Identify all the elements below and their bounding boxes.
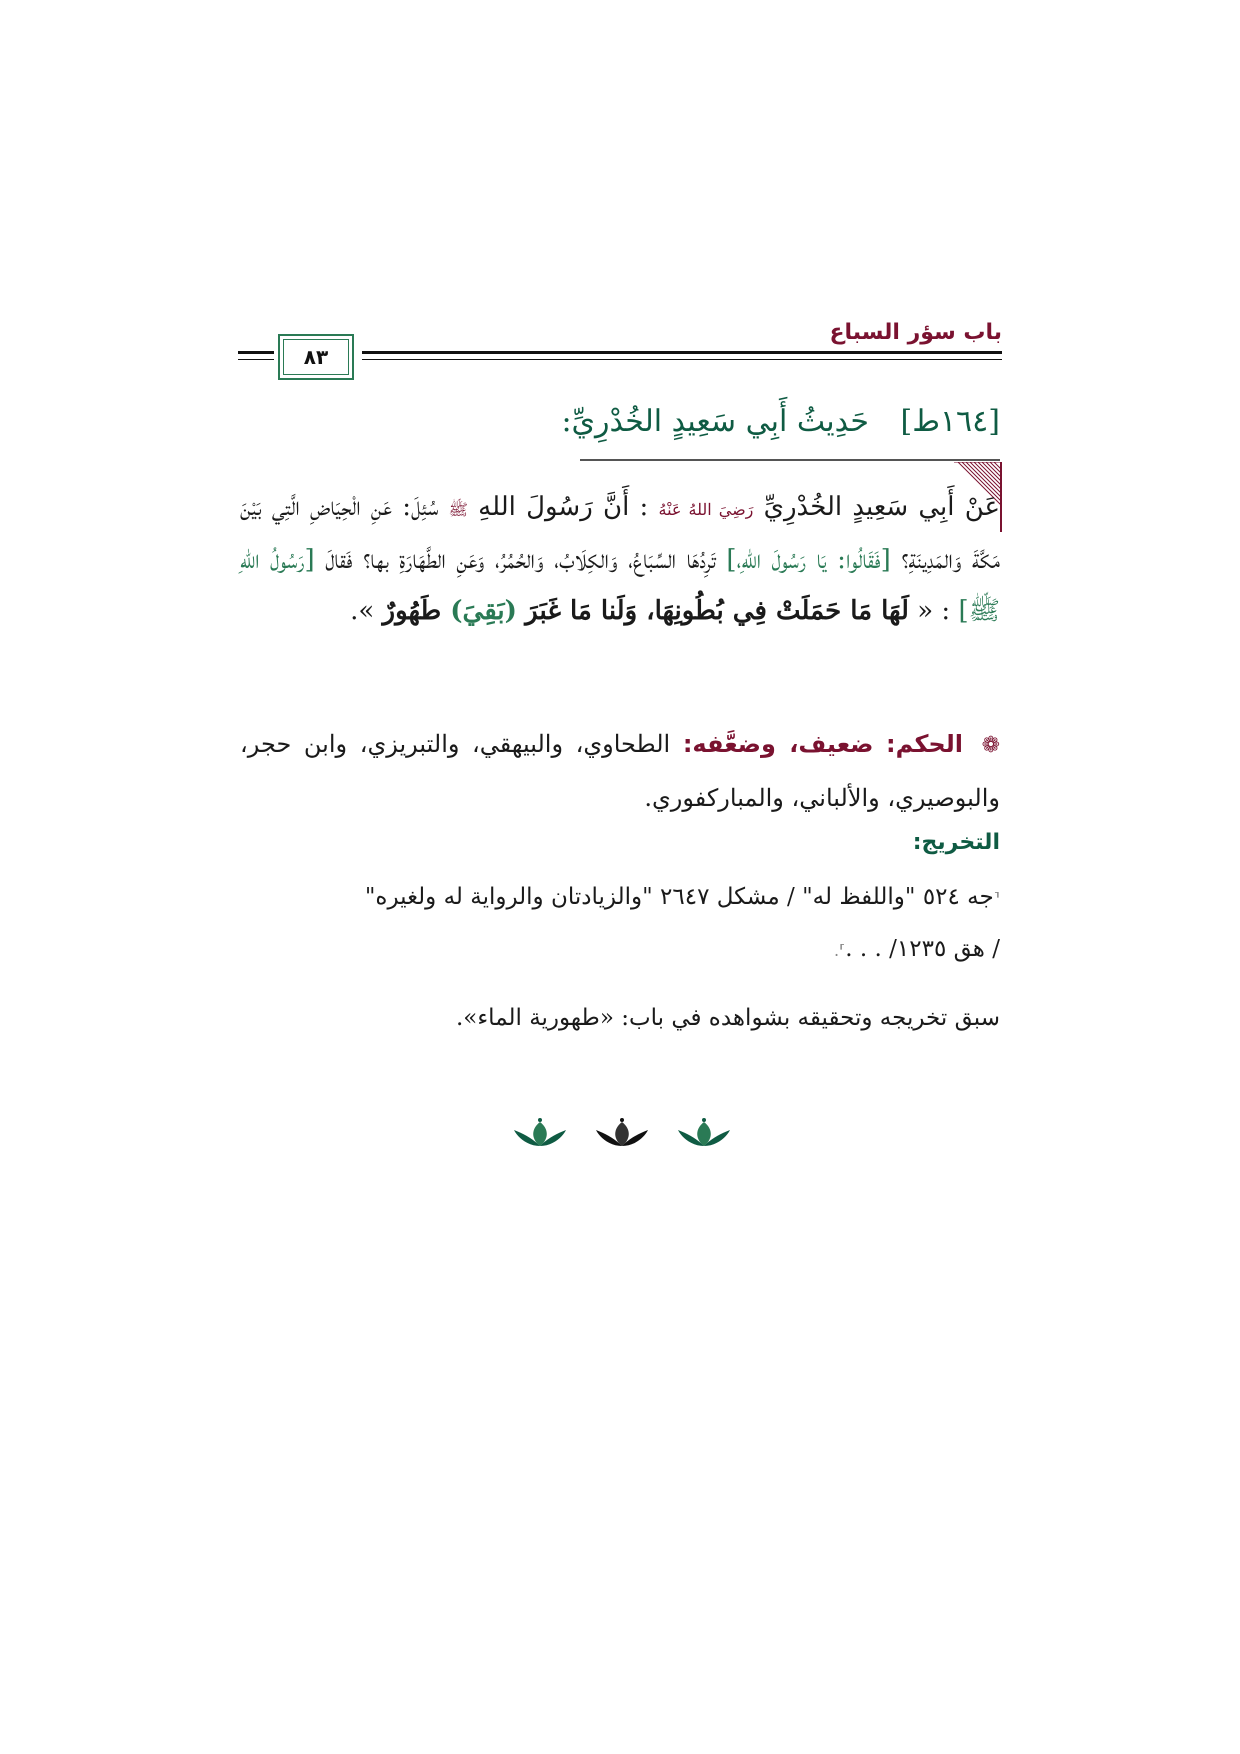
hadith-text-part: سُئِلَ: عَنِ الْحِيَاضِ الَّتِي بَيْنَ مَكَّةَ وَالمَدِينَةِ؟ [240, 492, 1001, 575]
takhrij-references [240, 872, 1000, 976]
takhrij-line [240, 924, 1000, 976]
honorific-companion: رَضِيَ اللهُ عَنْهُ [658, 500, 754, 519]
hadith-text-part: : « [917, 596, 951, 626]
takhrij-label: التخريج: [912, 830, 1000, 855]
lotus-ornament-icon [510, 1116, 570, 1156]
honorific-prophet: ﷺ [448, 500, 468, 519]
ruling-paragraph [240, 718, 1000, 824]
word-gloss: (بَقِيَ) [441, 596, 517, 626]
header-rule-right-thin [362, 359, 1002, 360]
prophet-saying: لَهَا مَا حَمَلَتْ فِي بُطُونِهَا، وَلَنا مَا غَبَرَ [525, 596, 909, 626]
hadith-addition: [فَقَالُوا: يَا رَسُولَ اللهِ،] [726, 545, 891, 575]
bracket-mark-icon: ⸣. [833, 941, 846, 960]
lotus-ornament-icon [674, 1116, 734, 1156]
ruling-label: الحكم: [886, 730, 963, 758]
takhrij-line [240, 872, 1000, 924]
takhrij-line-text: جه ٥٢٤ "واللفظ له" / مشكل ٢٦٤٧ "والزيادتان والرواية له ولغيره" [364, 884, 994, 910]
ruling-text: الطحاوي، والبيهقي، والتبريزي، وابن حجر، والبوصيري، والألباني، والمباركفوري. [240, 730, 1000, 812]
header-rule-left [238, 351, 274, 354]
flower-icon: ❁ [981, 733, 1000, 758]
page-number-badge [278, 334, 354, 380]
heading-underline [580, 459, 1000, 461]
lotus-ornament-icon [592, 1116, 652, 1156]
section-ornaments [510, 1116, 734, 1156]
prophet-saying-end: طَهُورٌ [382, 596, 442, 626]
hadith-number: [١٦٤ط] [900, 404, 1000, 439]
hadith-text-part: : أَنَّ رَسُولَ اللهِ [478, 492, 649, 522]
hadith-heading [561, 404, 1000, 439]
ruling-verdict: ضعيف، وضعَّفه: [682, 730, 874, 758]
header-rule-left-thin [238, 359, 274, 360]
see-also-note: سبق تخريجه وتحقيقه بشواهده في باب: «طهورية الماء». [455, 1005, 1000, 1031]
hadith-title: حَدِيثُ أَبِي سَعِيدٍ الخُدْرِيِّ: [561, 404, 869, 439]
hadith-text-part: تَرِدُهَا السِّبَاعُ، وَالكِلَابُ، وَالحُمُرُ، وَعَنِ الطَّهَارَةِ بها؟ فَقالَ [325, 545, 716, 575]
hadith-text-part: عَنْ أَبِي سَعِيدٍ الخُدْرِيِّ [763, 492, 1001, 522]
hadith-addition: [رَسُولُ اللهِ ﷺ] [240, 545, 1000, 626]
header-rule-right [362, 351, 1002, 354]
hadith-text-part: ». [350, 596, 375, 626]
takhrij-line-text: / هق ١٢٣٥/ . . . [845, 936, 1000, 962]
chapter-title: باب سؤر السباع [829, 320, 1002, 345]
hadith-text [240, 482, 1000, 637]
bracket-mark-icon: ⸢ [993, 889, 1000, 908]
page-number: ٨٣ [303, 345, 329, 369]
